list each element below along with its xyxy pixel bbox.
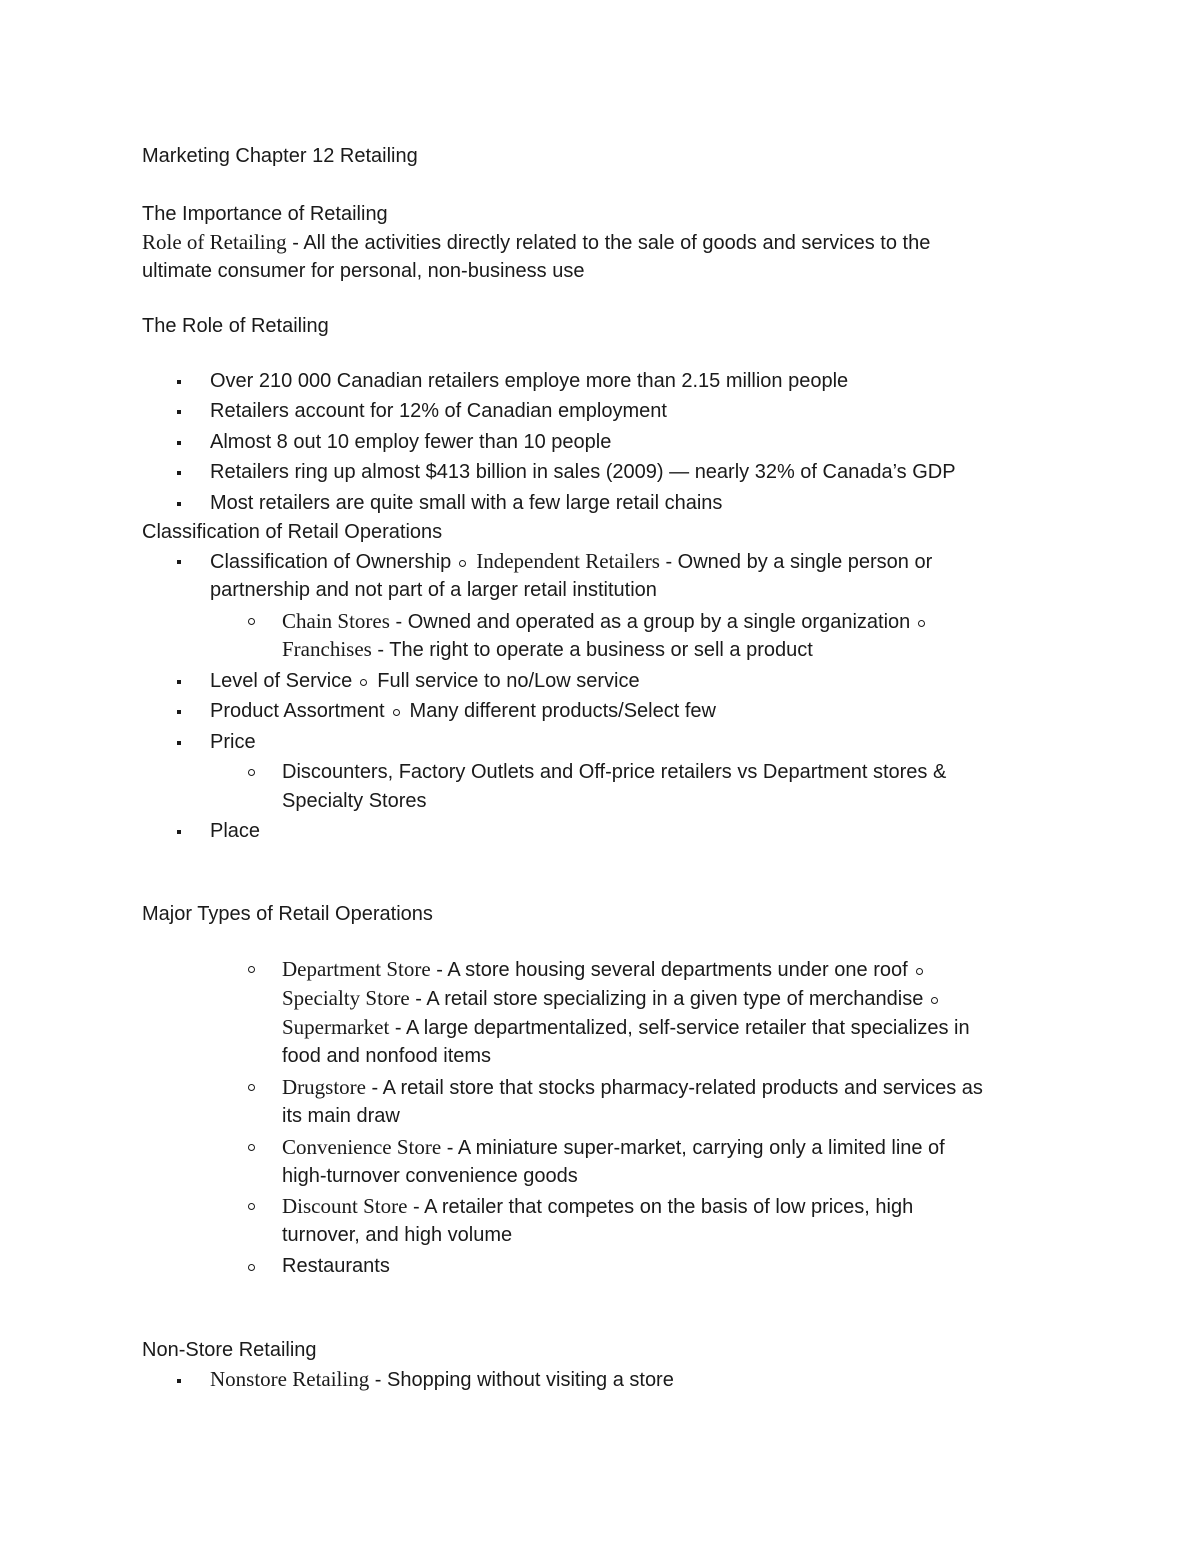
independent-term: Independent Retailers — [476, 549, 660, 573]
franchise-line — [282, 636, 813, 663]
price-subitem-line2: Specialty Stores — [282, 790, 427, 812]
service-label: Level of Service — [210, 670, 353, 692]
department-definition: - A store housing several departments under one roof — [430, 959, 908, 981]
list-item: Most retailers are quite small with a few large retail chains — [210, 492, 723, 514]
list-item: Retailers account for 12% of Canadian employment — [210, 400, 667, 422]
nonstore-definition: - Shopping without visiting a store — [369, 1369, 674, 1391]
bullet-icon — [177, 471, 181, 475]
nonstore-line — [210, 1366, 674, 1393]
drugstore-line — [282, 1074, 983, 1101]
list-item: Retailers ring up almost $413 billion in sales (2009) — nearly 32% of Canada’s GDP — [210, 461, 956, 483]
assortment-label: Product Assortment — [210, 700, 385, 722]
bullet-icon — [177, 560, 181, 564]
restaurants-item: Restaurants — [282, 1255, 390, 1277]
franchise-term: Franchises — [282, 637, 372, 661]
circle-bullet-icon — [918, 620, 925, 627]
supermarket-line — [282, 1014, 970, 1041]
price-subitem-line1: Discounters, Factory Outlets and Off-price retailers vs Department stores & — [282, 761, 947, 783]
supermarket-term: Supermarket — [282, 1015, 390, 1039]
independent-definition-line2: partnership and not part of a larger retail institution — [210, 579, 657, 601]
discount-line — [282, 1193, 913, 1220]
place-label: Place — [210, 820, 261, 842]
section-heading-role: The Role of Retailing — [142, 315, 329, 337]
bullet-icon — [177, 710, 181, 714]
bullet-icon — [177, 502, 181, 506]
circle-bullet-icon — [248, 1084, 255, 1091]
role-definition: - All the activities directly related to the sale of goods and services to the — [286, 232, 931, 254]
circle-bullet-icon — [248, 769, 255, 776]
circle-bullet-icon — [248, 1203, 255, 1210]
bullet-icon — [177, 680, 181, 684]
convenience-definition: - A miniature super-market, carrying only a limited line of — [441, 1137, 945, 1159]
section-heading-nonstore: Non-Store Retailing — [142, 1339, 317, 1361]
circle-bullet-icon — [248, 966, 255, 973]
circle-bullet-icon — [931, 997, 938, 1004]
convenience-line — [282, 1134, 945, 1161]
section-heading-importance: The Importance of Retailing — [142, 203, 388, 225]
circle-bullet-icon — [393, 709, 400, 716]
bullet-icon — [177, 741, 181, 745]
drugstore-definition-line2: its main draw — [282, 1105, 400, 1127]
bullet-icon — [177, 1379, 181, 1383]
ownership-line — [210, 548, 932, 575]
drugstore-term: Drugstore — [282, 1075, 366, 1099]
chain-term: Chain Stores — [282, 609, 390, 633]
chain-line — [282, 608, 935, 635]
service-line — [210, 668, 640, 694]
page-title: Marketing Chapter 12 Retailing — [142, 145, 418, 167]
price-label: Price — [210, 731, 256, 753]
assortment-line — [210, 698, 716, 724]
convenience-definition-line2: high-turnover convenience goods — [282, 1165, 578, 1187]
independent-definition: - Owned by a single person or — [659, 551, 933, 573]
section-heading-classification: Classification of Retail Operations — [142, 521, 443, 543]
circle-bullet-icon — [459, 560, 466, 567]
discount-term: Discount Store — [282, 1194, 408, 1218]
specialty-definition: - A retail store specializing in a given type of merchandise — [409, 988, 924, 1010]
specialty-line — [282, 985, 948, 1012]
service-value: Full service to no/Low service — [377, 670, 640, 692]
bullet-icon — [177, 410, 181, 414]
circle-bullet-icon — [916, 968, 923, 975]
circle-bullet-icon — [248, 1144, 255, 1151]
bullet-icon — [177, 441, 181, 445]
department-term: Department Store — [282, 957, 431, 981]
role-term: Role of Retailing — [142, 230, 287, 254]
discount-definition-line2: turnover, and high volume — [282, 1224, 513, 1246]
convenience-term: Convenience Store — [282, 1135, 442, 1159]
bullet-icon — [177, 830, 181, 834]
department-line — [282, 956, 933, 983]
assortment-value: Many different products/Select few — [409, 700, 716, 722]
chain-definition: - Owned and operated as a group by a single organization — [389, 611, 911, 633]
section-heading-major-types: Major Types of Retail Operations — [142, 903, 433, 925]
role-definition-line2: ultimate consumer for personal, non-business use — [142, 260, 585, 282]
role-definition-line1 — [142, 229, 930, 256]
supermarket-definition: - A large departmentalized, self-service retailer that specializes in — [389, 1017, 970, 1039]
discount-definition: - A retailer that competes on the basis of low prices, high — [407, 1196, 914, 1218]
specialty-term: Specialty Store — [282, 986, 410, 1010]
list-item: Almost 8 out 10 employ fewer than 10 people — [210, 431, 612, 453]
circle-bullet-icon — [248, 1264, 255, 1271]
ownership-label: Classification of Ownership — [210, 551, 452, 573]
drugstore-definition: - A retail store that stocks pharmacy-related products and services as — [365, 1077, 983, 1099]
list-item: Over 210 000 Canadian retailers employe more than 2.15 million people — [210, 370, 849, 392]
supermarket-definition-line2: food and nonfood items — [282, 1045, 492, 1067]
nonstore-term: Nonstore Retailing — [210, 1367, 370, 1391]
bullet-icon — [177, 380, 181, 384]
circle-bullet-icon — [360, 679, 367, 686]
franchise-definition: - The right to operate a business or sell a product — [371, 639, 813, 661]
circle-bullet-icon — [248, 618, 255, 625]
